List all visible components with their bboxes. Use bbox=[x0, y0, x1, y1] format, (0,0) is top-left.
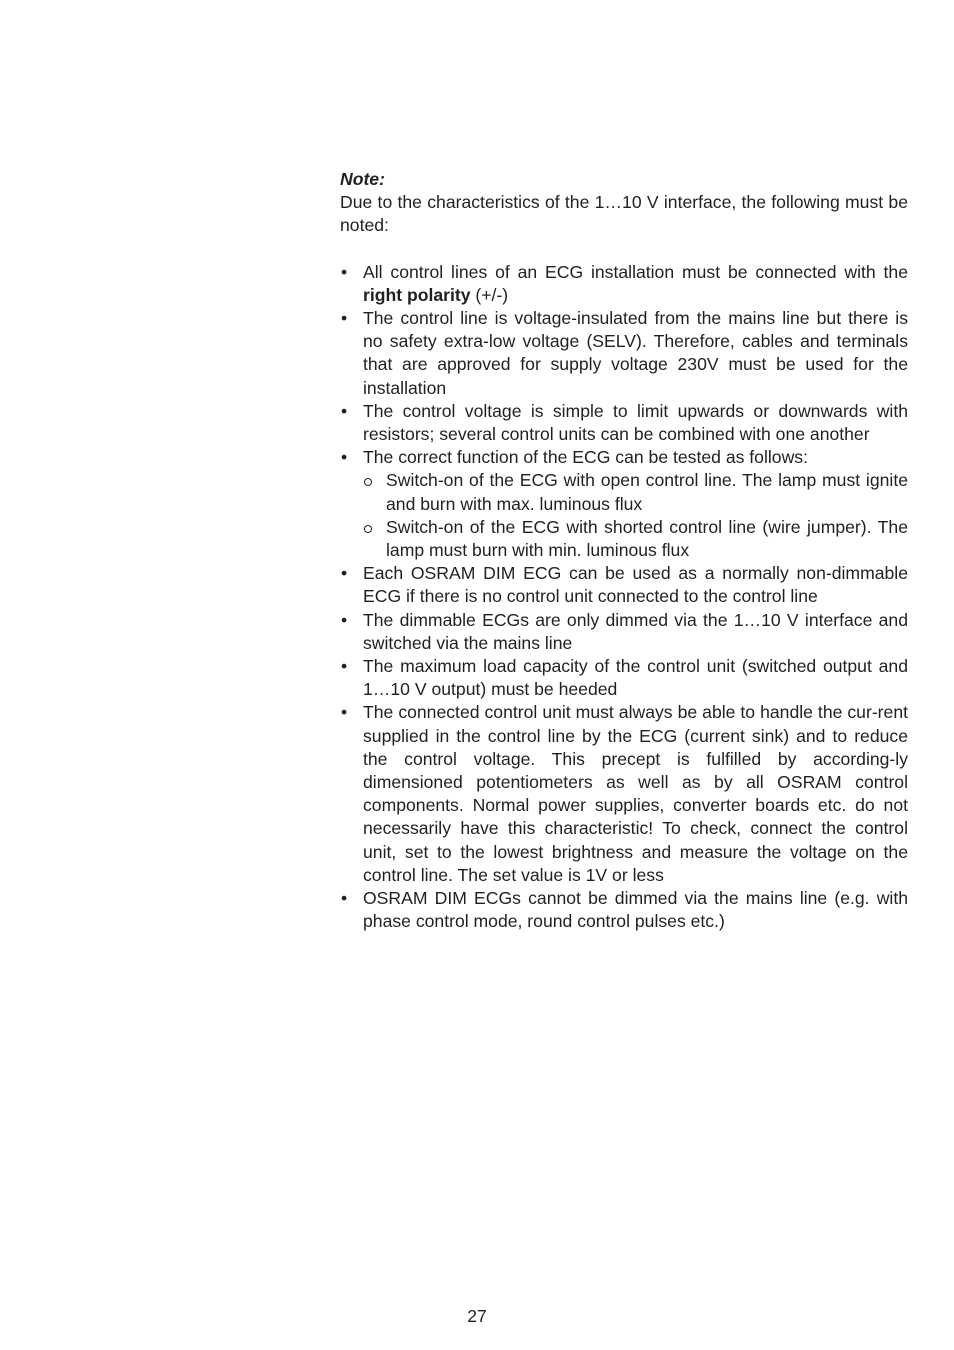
sub-bullet-text: Switch-on of the ECG with shorted control line (wire jumper). The lamp must burn with min. luminous flux bbox=[386, 516, 908, 561]
sub-list-item-open-line bbox=[363, 469, 908, 515]
bullet-text: The control voltage is simple to limit upwards or downwards with resistors; several control units can be combined with one another bbox=[363, 400, 908, 445]
list-item-insulation bbox=[340, 307, 908, 400]
sub-bullet-list bbox=[363, 469, 908, 562]
circle-bullet-icon bbox=[364, 525, 372, 533]
list-item-current-sink bbox=[340, 701, 908, 887]
bullet-text: The dimmable ECGs are only dimmed via the 1…10 V interface and switched via the mains line bbox=[363, 609, 908, 653]
bullet-text: All control lines of an ECG installation must be connected with the bbox=[363, 261, 908, 282]
list-item-polarity bbox=[340, 261, 908, 307]
bullet-text: Each OSRAM DIM ECG can be used as a normally non-dimmable ECG if there is no control unit connected to the control line bbox=[363, 563, 908, 607]
list-item-control-voltage bbox=[340, 400, 908, 446]
list-item-load-capacity bbox=[340, 655, 908, 701]
bullet-text: The control line is voltage-insulated from the mains line but there is no safety extra-low voltage (SELV). Therefore, cables and terminals that are approved for supply voltage 230V must be used for the installation bbox=[363, 308, 908, 398]
sub-bullet-text: Switch-on of the ECG with open control line. The lamp must ignite and burn with max. luminous flux bbox=[386, 470, 908, 514]
list-item-non-dimmable bbox=[340, 562, 908, 608]
list-item-dimming-interface bbox=[340, 609, 908, 655]
bullet-text: The correct function of the ECG can be tested as follows: bbox=[363, 447, 808, 468]
list-item-function-test bbox=[340, 446, 908, 562]
bullet-text: The connected control unit must always be able to handle the cur-rent supplied in the control line by the ECG (current sink) and to reduce the control voltage. This precept is fulfilled by according-ly dimensioned potentiometers as well as by all OSRAM control components. Normal power supplies, converter boards etc. do not necessarily have this characteristic! To check, connect the control unit, set to the lowest brightness and measure the voltage on the control line. The set value is 1V or less bbox=[363, 702, 908, 885]
bullet-text: The maximum load capacity of the control unit (switched output and 1…10 V output) must be heeded bbox=[363, 656, 908, 700]
note-bullet-list bbox=[340, 261, 908, 934]
note-intro: Due to the characteristics of the 1…10 V interface, the following must be noted: bbox=[340, 192, 908, 236]
bullet-text: OSRAM DIM ECGs cannot be dimmed via the mains line (e.g. with phase control mode, round control pulses etc.) bbox=[363, 888, 908, 932]
bullet-text-suffix: (+/-) bbox=[470, 284, 509, 305]
note-heading: Note: bbox=[340, 169, 385, 189]
sub-list-item-shorted-line bbox=[363, 516, 908, 562]
list-item-mains-dimming bbox=[340, 887, 908, 933]
bullet-bold-text: right polarity bbox=[363, 284, 471, 305]
note-section bbox=[340, 168, 908, 934]
circle-bullet-icon bbox=[364, 478, 372, 486]
page-number: 27 bbox=[467, 1306, 487, 1326]
